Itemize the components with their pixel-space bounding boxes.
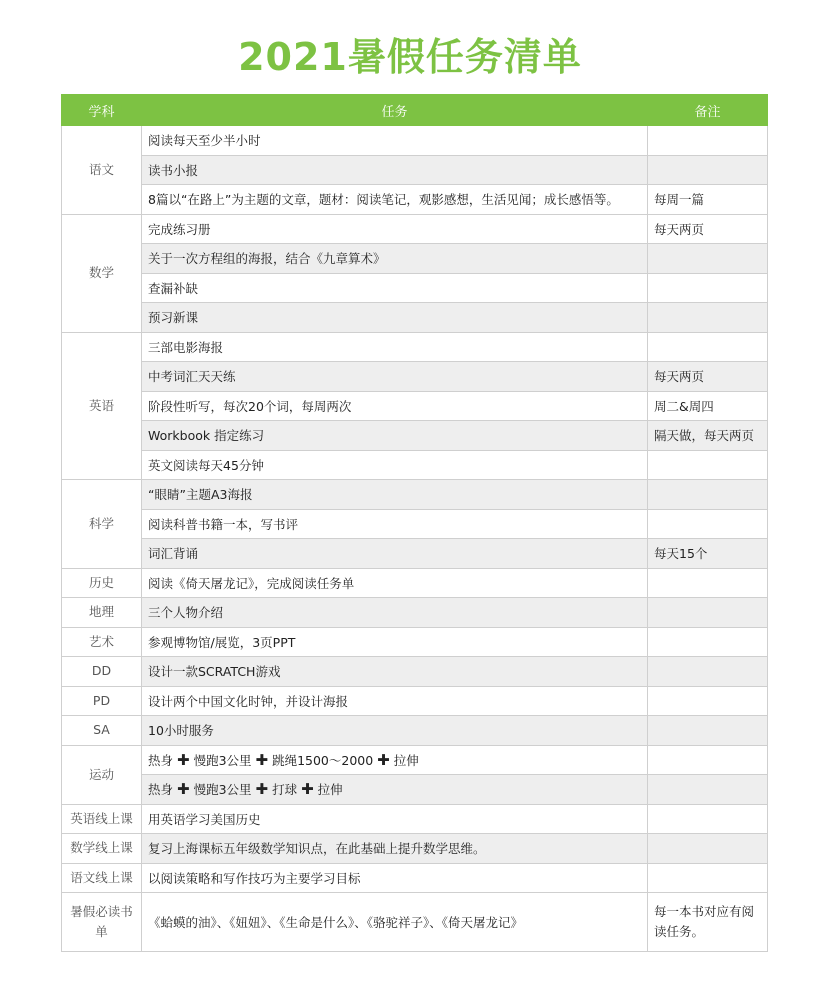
task-cell: 词汇背诵 [142, 539, 648, 569]
task-cell: 参观博物馆/展览，3页PPT [142, 627, 648, 657]
note-cell [648, 273, 768, 303]
note-cell [648, 509, 768, 539]
table-row [62, 598, 768, 628]
note-cell [648, 480, 768, 510]
table-row [62, 244, 768, 274]
subject-chinese-online: 语文线上课 [62, 863, 142, 893]
subject-sports: 运动 [62, 745, 142, 804]
table-row [62, 716, 768, 746]
subject-art: 艺术 [62, 627, 142, 657]
task-part: 拉伸 [317, 782, 343, 798]
plus-icon: ✚ [255, 750, 269, 769]
task-cell: 复习上海课标五年级数学知识点，在此基础上提升数学思维。 [142, 834, 648, 864]
subject-reading-list: 暑假必读书单 [62, 893, 142, 952]
task-cell: Workbook 指定练习 [142, 421, 648, 451]
subject-sa: SA [62, 716, 142, 746]
task-part: 慢跑3公里 [193, 782, 252, 798]
task-part: 慢跑3公里 [193, 752, 252, 768]
subject-math-online: 数学线上课 [62, 834, 142, 864]
page-title: 2021暑假任务清单 [238, 35, 582, 79]
task-cell: 设计两个中国文化时钟，并设计海报 [142, 686, 648, 716]
note-cell [648, 450, 768, 480]
task-cell: 阶段性听写，每次20个词，每周两次 [142, 391, 648, 421]
task-cell: 英文阅读每天45分钟 [142, 450, 648, 480]
subject-science: 科学 [62, 480, 142, 569]
note-cell [648, 598, 768, 628]
table-row [62, 863, 768, 893]
task-cell: 10小时服务 [142, 716, 648, 746]
task-cell: 关于一次方程组的海报，结合《九章算术》 [142, 244, 648, 274]
table-row [62, 686, 768, 716]
note-cell: 每一本书对应有阅读任务。 [648, 893, 768, 952]
subject-history: 历史 [62, 568, 142, 598]
table-header-row [62, 95, 768, 126]
table-row [62, 804, 768, 834]
task-cell: 读书小报 [142, 155, 648, 185]
subject-chinese: 语文 [62, 126, 142, 215]
subject-pd: PD [62, 686, 142, 716]
table-row [62, 332, 768, 362]
task-part: 打球 [272, 782, 298, 798]
table-row [62, 273, 768, 303]
note-cell [648, 332, 768, 362]
task-cell: 三部电影海报 [142, 332, 648, 362]
note-cell: 每天15个 [648, 539, 768, 569]
table-row [62, 480, 768, 510]
table-row [62, 775, 768, 805]
subject-geography: 地理 [62, 598, 142, 628]
note-cell [648, 126, 768, 156]
note-cell [648, 716, 768, 746]
note-cell: 周二&周四 [648, 391, 768, 421]
task-cell: 设计一款SCRATCH游戏 [142, 657, 648, 687]
task-cell: 三个人物介绍 [142, 598, 648, 628]
subject-dd: DD [62, 657, 142, 687]
task-cell: 阅读《倚天屠龙记》，完成阅读任务单 [142, 568, 648, 598]
subject-english-online: 英语线上课 [62, 804, 142, 834]
table-row [62, 421, 768, 451]
note-cell [648, 775, 768, 805]
table-row [62, 745, 768, 775]
task-cell-sports-1 [142, 745, 648, 775]
table-row [62, 539, 768, 569]
table-row [62, 834, 768, 864]
task-part: 跳绳1500～2000 [272, 752, 374, 768]
plus-icon: ✚ [377, 750, 390, 769]
note-cell [648, 863, 768, 893]
note-cell [648, 745, 768, 775]
task-cell-sports-2 [142, 775, 648, 805]
task-cell: 8篇以“在路上”为主题的文章，题材：阅读笔记，观影感想，生活见闻；成长感悟等。 [142, 185, 648, 215]
table-row [62, 126, 768, 156]
note-cell: 每周一篇 [648, 185, 768, 215]
table-row [62, 214, 768, 244]
task-cell: 用英语学习美国历史 [142, 804, 648, 834]
note-cell [648, 657, 768, 687]
table-row [62, 450, 768, 480]
task-part: 热身 [148, 782, 174, 798]
task-cell: 阅读科普书籍一本，写书评 [142, 509, 648, 539]
table-row [62, 509, 768, 539]
table-row [62, 893, 768, 952]
plus-icon: ✚ [255, 780, 269, 799]
note-cell [648, 244, 768, 274]
plus-icon: ✚ [177, 750, 190, 769]
note-cell [648, 834, 768, 864]
note-cell [648, 804, 768, 834]
task-cell: 《蛤蟆的油》、《妞妞》、《生命是什么》、《骆驼祥子》、《倚天屠龙记》 [142, 893, 648, 952]
table-row [62, 627, 768, 657]
note-cell [648, 155, 768, 185]
task-cell: 以阅读策略和写作技巧为主要学习目标 [142, 863, 648, 893]
header-task: 任务 [142, 95, 648, 126]
note-cell [648, 627, 768, 657]
table-row [62, 155, 768, 185]
table-row [62, 657, 768, 687]
note-cell: 每天两页 [648, 214, 768, 244]
table-row [62, 362, 768, 392]
note-cell [648, 686, 768, 716]
table-row [62, 391, 768, 421]
plus-icon: ✚ [177, 780, 190, 799]
table-row [62, 303, 768, 333]
task-table [61, 94, 768, 952]
header-note: 备注 [648, 95, 768, 126]
task-cell: 完成练习册 [142, 214, 648, 244]
task-part: 热身 [148, 752, 174, 768]
task-part: 拉伸 [393, 752, 419, 768]
task-cell: 查漏补缺 [142, 273, 648, 303]
task-cell: 阅读每天至少半小时 [142, 126, 648, 156]
table-row [62, 185, 768, 215]
header-subject: 学科 [62, 95, 142, 126]
note-cell: 隔天做，每天两页 [648, 421, 768, 451]
subject-math: 数学 [62, 214, 142, 332]
note-cell [648, 568, 768, 598]
subject-english: 英语 [62, 332, 142, 480]
task-cell: 预习新课 [142, 303, 648, 333]
table-row [62, 568, 768, 598]
note-cell: 每天两页 [648, 362, 768, 392]
task-cell: 中考词汇天天练 [142, 362, 648, 392]
task-cell: “眼睛”主题A3海报 [142, 480, 648, 510]
plus-icon: ✚ [301, 780, 314, 799]
note-cell [648, 303, 768, 333]
